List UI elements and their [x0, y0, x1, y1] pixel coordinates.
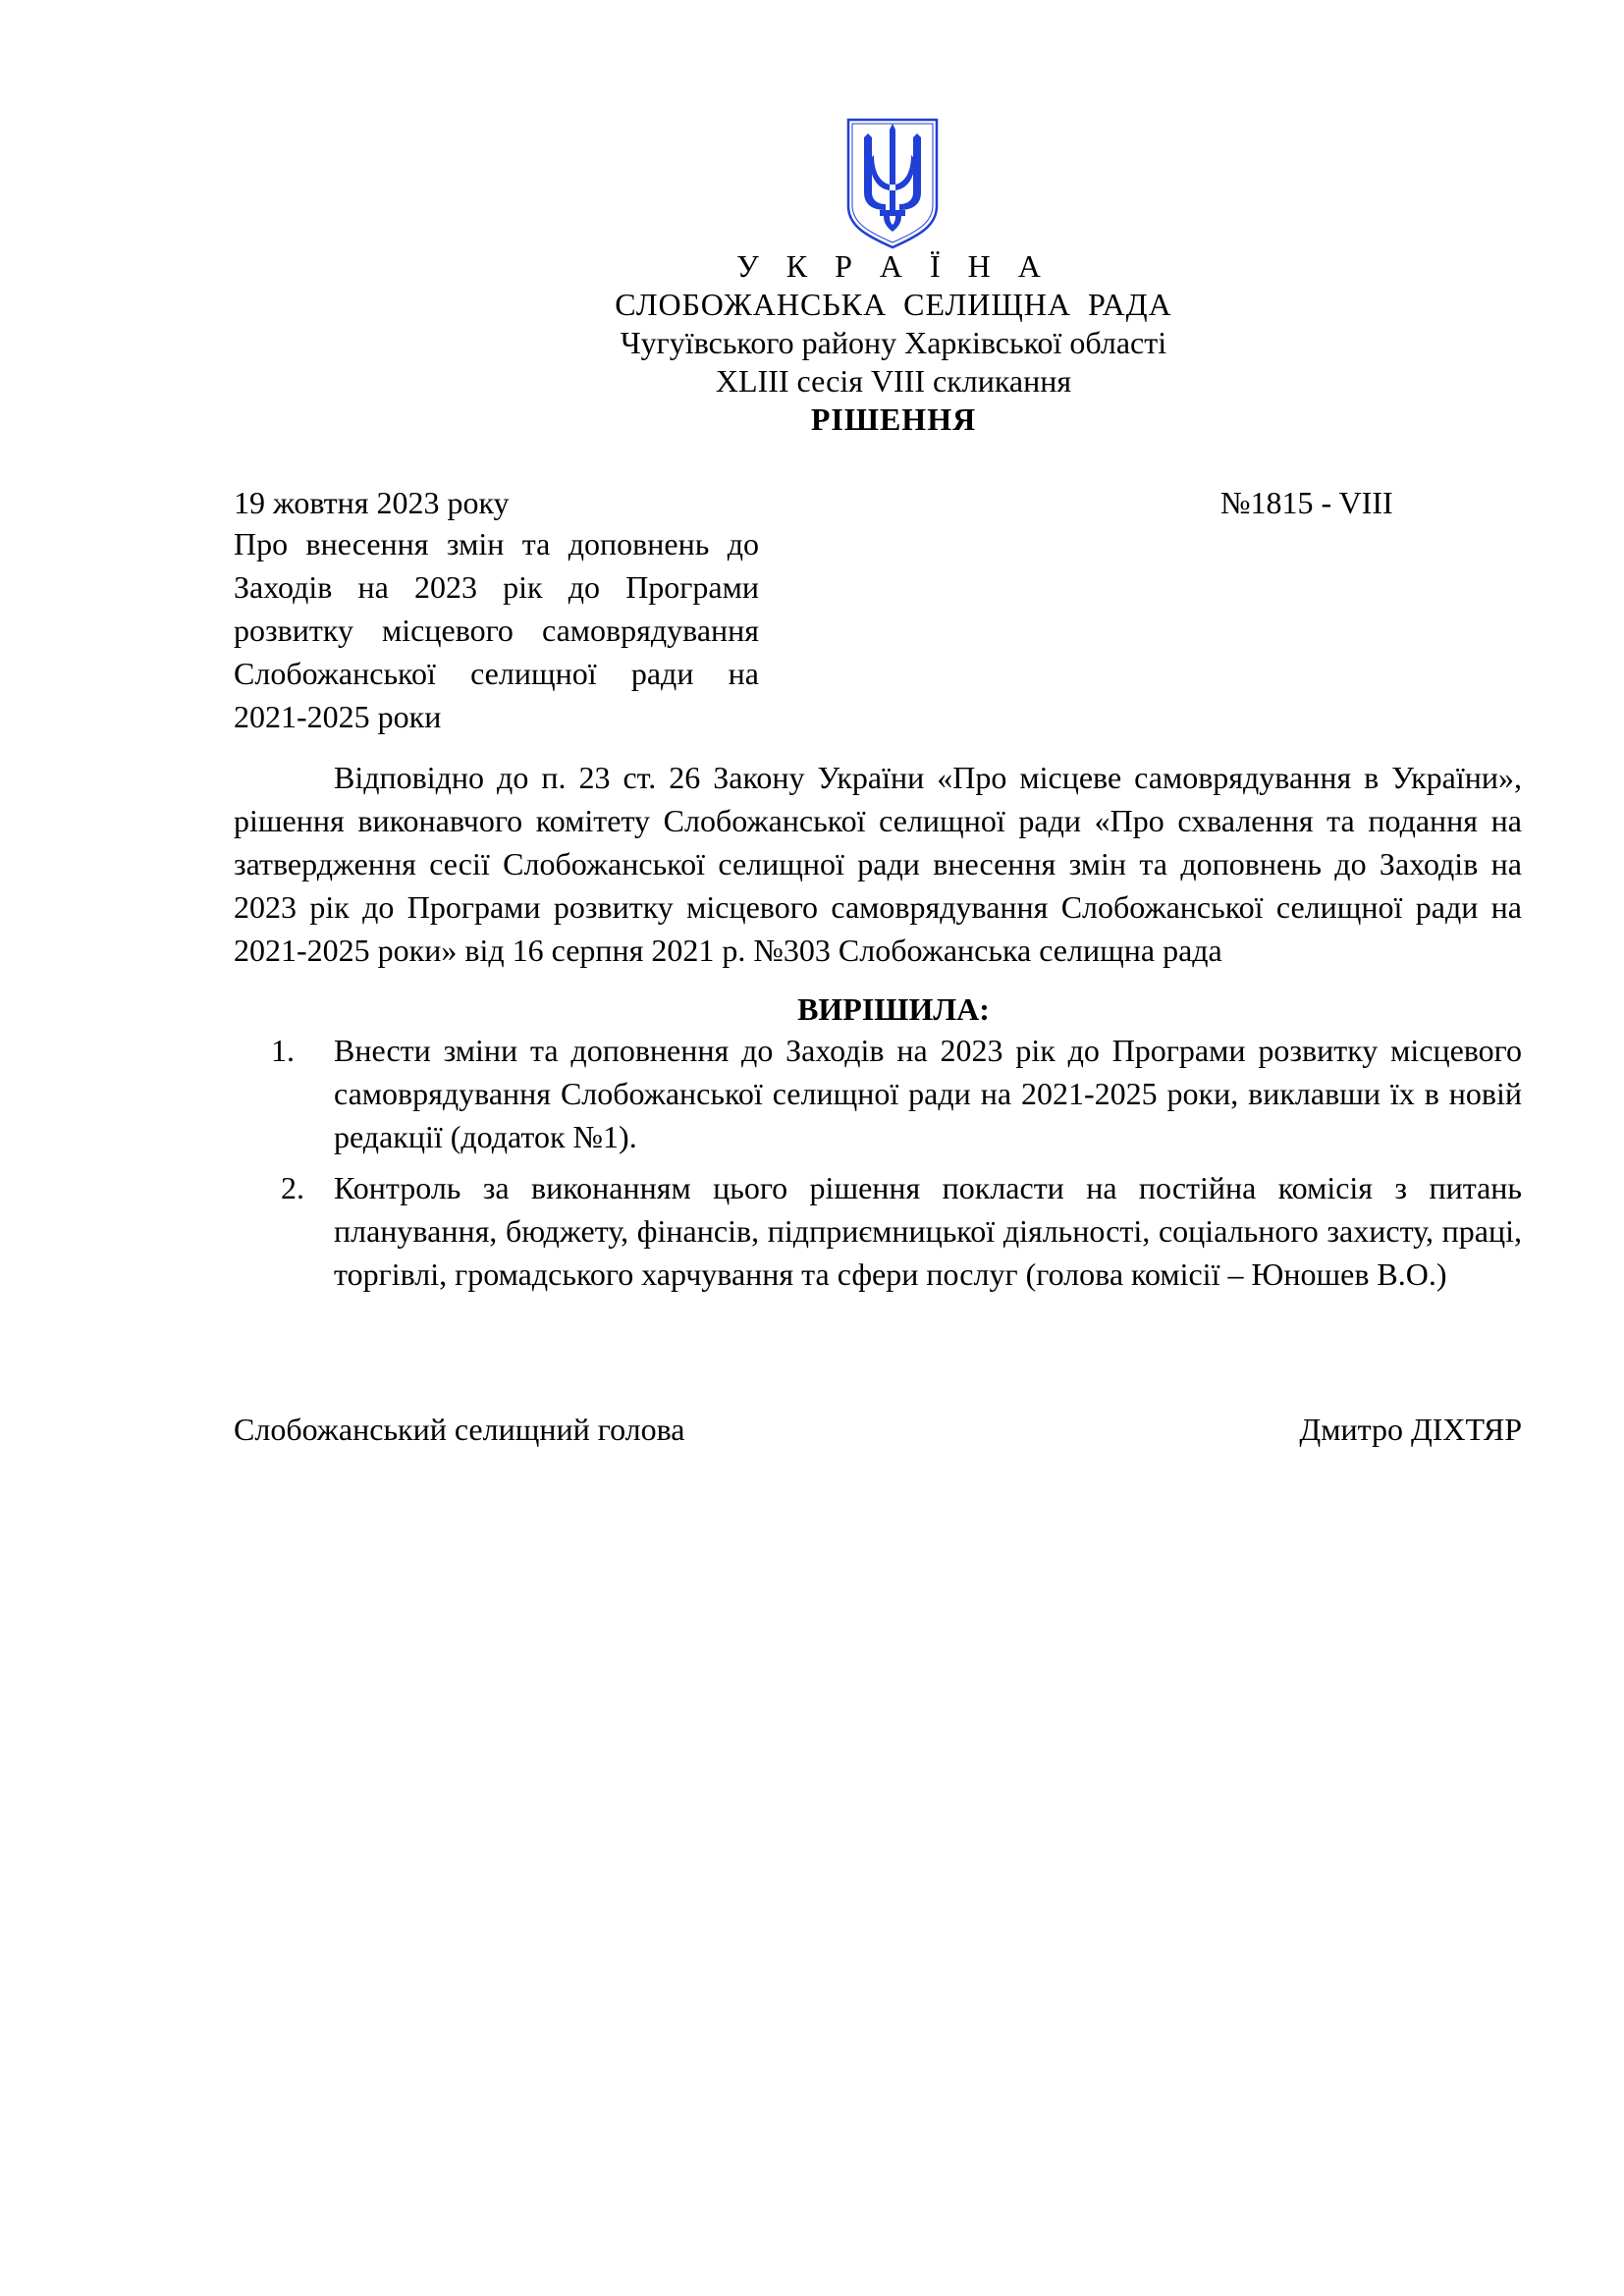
resolution-item-text: Внести зміни та доповнення до Заходів на 2023 рік до Програми розвитку місцевого самоврядування Слобожанської селищної ради на 2021-2025 роки, виклавши їх в новій редакції (додаток №1).: [334, 1033, 1522, 1154]
resolved-heading: ВИРІШИЛА:: [797, 991, 990, 1027]
resolution-item-text: Контроль за виконанням цього рішення покласти на постійна комісія з питань планування, бюджету, фінансів, підприємницької діяльності, соціального захисту, праці, торгівлі, громадського харчування та сфери послуг (голова комісії – Юношев В.О.): [334, 1170, 1522, 1292]
signatory-position: Слобожанський селищний голова: [234, 1412, 685, 1447]
resolution-item-number: 2.: [281, 1170, 304, 1205]
decision-date: 19 жовтня 2023 року: [234, 485, 510, 520]
resolution-item: [234, 1166, 1522, 1296]
resolution-item: [234, 1029, 1522, 1158]
decision-subject: Про внесення змін та доповнень до Заходів на 2023 рік до Програми розвитку місцевого самоврядування Слобожанської селищної ради на 2021-2025 роки: [234, 526, 759, 734]
signatory-name: Дмитро ДІХТЯР: [1299, 1412, 1522, 1447]
country-title: У К Р А Ї Н А: [736, 248, 1051, 284]
decision-number: №1815 - VIII: [1220, 485, 1393, 520]
preamble-paragraph: Відповідно до п. 23 ст. 26 Закону України «Про місцеве самоврядування в України», рішення виконавчого комітету Слобожанської селищної ради «Про схвалення та подання на затвердження сесії Слобожанської селищної ради внесення змін та доповнень до Заходів на 2023 рік до Програми розвитку місцевого самоврядування Слобожанської селищної ради на 2021-2025 роки» від 16 серпня 2021 р. №303 Слобожанська селищна рада: [234, 760, 1522, 968]
council-title: СЛОБОЖАНСЬКА СЕЛИЩНА РАДА: [615, 287, 1172, 322]
document-type-title: РІШЕННЯ: [810, 401, 977, 437]
session-line: XLIII сесія VIII скликання: [715, 363, 1072, 399]
trident-coat-of-arms-icon: [844, 116, 941, 250]
resolution-item-number: 1.: [271, 1033, 295, 1068]
district-line: Чугуївського району Харківської області: [620, 325, 1167, 360]
resolution-items: [234, 1029, 1522, 1304]
document-header: [0, 247, 1624, 439]
